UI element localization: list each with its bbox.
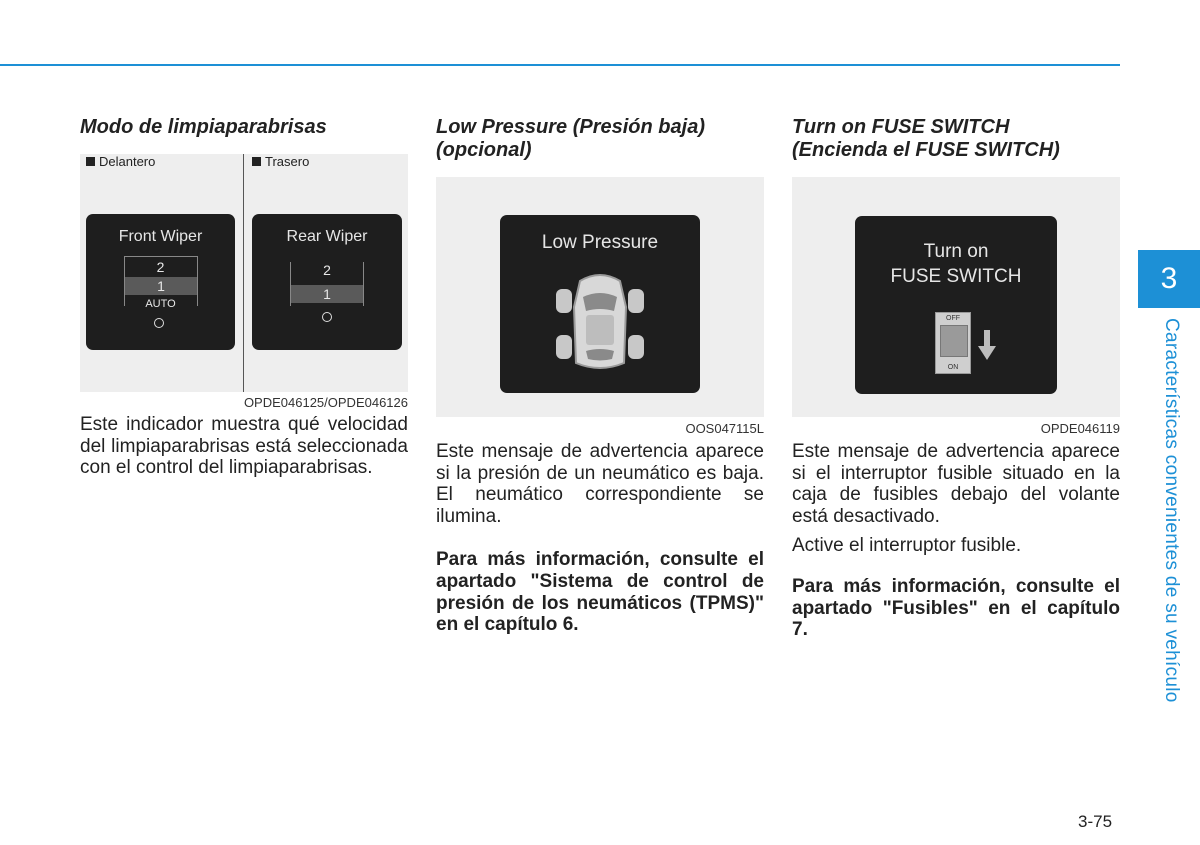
section-heading: Low Pressure (Presión baja) (opcional) [436,116,705,161]
circle-indicator-icon [322,312,332,322]
car-top-view-icon [550,267,650,377]
square-bullet-icon [86,157,95,166]
section-note: Para más información, consulte el apartado "Sistema de control de presión de los neumáticos (TPMS)" en el capítulo 6. [436,549,764,636]
square-bullet-icon [252,157,261,166]
front-wiper-display [86,214,235,350]
arrow-down-icon [978,330,996,360]
front-option-2: 2 [156,259,165,275]
rear-wiper-display [252,214,402,350]
section-fuse-switch [792,116,1120,641]
chapter-title: Características convenientes de su vehículo [1161,318,1182,703]
legend-front: Delantero [86,154,155,169]
section-note: Para más información, consulte el apartado "Fusibles" en el capítulo 7. [792,575,1120,641]
front-wiper-title: Front Wiper [118,228,203,245]
circle-indicator-icon [154,318,164,328]
section-heading: Modo de limpiaparabrisas [80,116,327,138]
figure-code: OPDE046125/OPDE046126 [243,395,408,410]
front-option-1-selected: 1 [125,277,197,295]
chapter-tab: 3 [1138,250,1200,308]
section-low-pressure [436,116,764,636]
section-body: Este mensaje de advertencia aparece si la presión de un neumático es baja. El neumático correspondiente se ilumina. [436,441,764,527]
legend-rear: Trasero [252,154,309,169]
low-pressure-title: Low Pressure [541,232,659,253]
rear-option-1-selected: 1 [291,285,363,303]
section-heading: Turn on FUSE SWITCH (Encienda el FUSE SWITCH) [792,116,1060,161]
figure-code: OPDE046119 [1040,421,1120,436]
fuse-switch-figure [792,177,1120,417]
fuse-switch-title: Turn on FUSE SWITCH [890,241,1022,287]
fuse-switch-display [855,216,1057,394]
header-rule [0,64,1120,66]
low-pressure-display [500,215,700,393]
rear-wiper-title: Rear Wiper [286,228,368,245]
low-pressure-figure [436,177,764,417]
section-body: Este indicador muestra qué velocidad del limpiaparabrisas está seleccionada con el control del limpiaparabrisas. [80,414,408,479]
rear-option-2: 2 [323,262,331,278]
front-option-auto: AUTO [145,298,176,310]
fuse-switch-icon: OFF ON [935,312,971,374]
wiper-figure [80,154,408,392]
section-wiper-mode [80,116,408,479]
figure-code: OOS047115L [685,421,764,436]
page-number: 3-75 [1078,812,1113,831]
figure-divider [243,154,244,392]
section-body-2: Active el interruptor fusible. [792,535,1022,557]
section-body: Este mensaje de advertencia aparece si el interruptor fusible situado en la caja de fusibles debajo del volante está desactivado. [792,441,1120,527]
